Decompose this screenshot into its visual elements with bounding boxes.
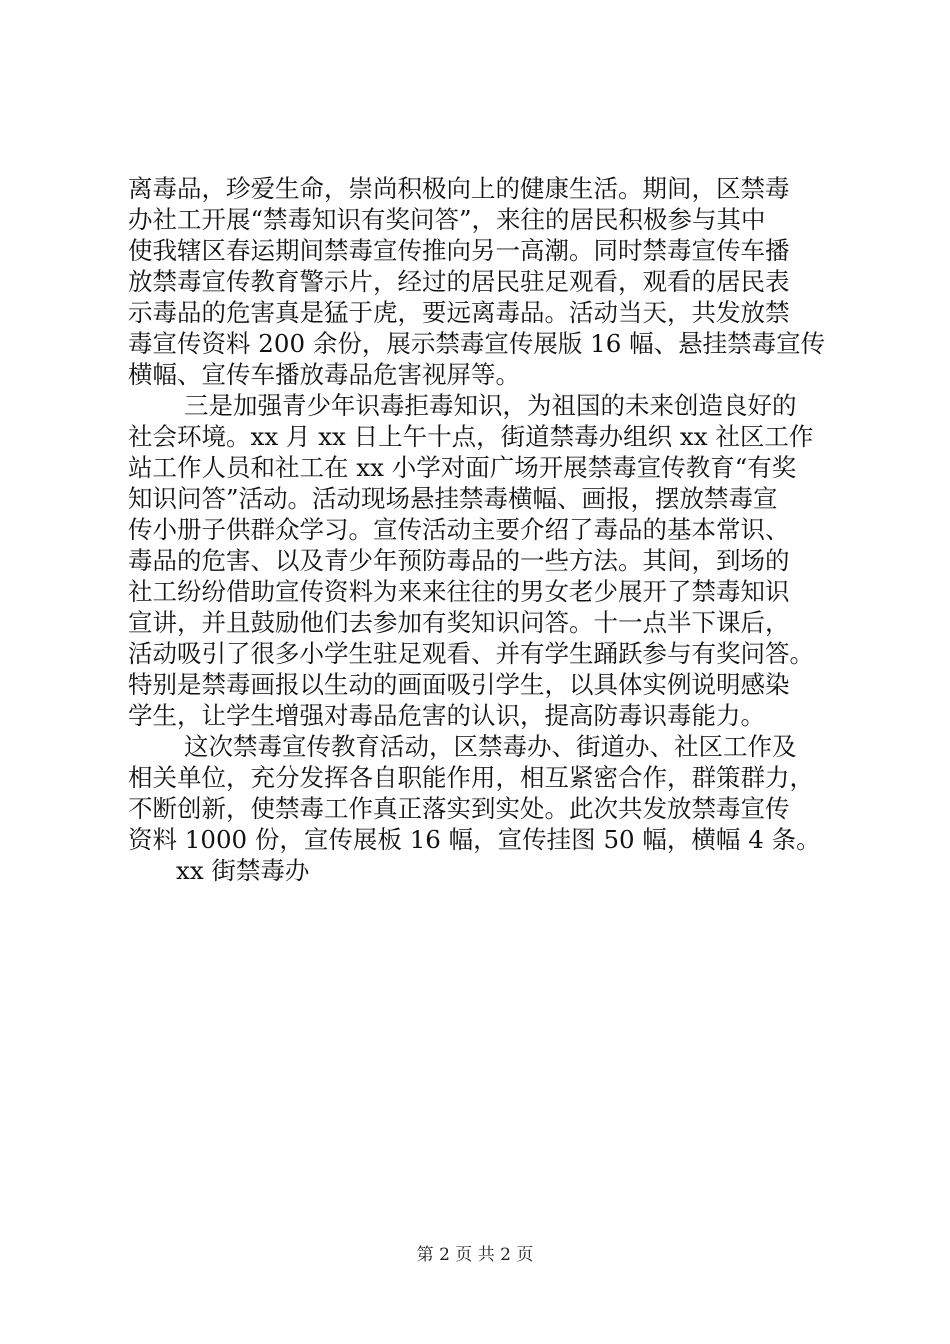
text-line: 宣讲，并且鼓励他们去参加有奖知识问答。十一点半下课后， bbox=[128, 608, 790, 637]
text-line: 使我辖区春运期间禁毒宣传推向另一高潮。同时禁毒宣传车播 bbox=[128, 236, 790, 265]
paragraph-start-line: 这次禁毒宣传教育活动，区禁毒办、街道办、社区工作及 bbox=[184, 732, 797, 761]
text-line: 社会环境。xx 月 xx 日上午十点，街道禁毒办组织 xx 社区工作 bbox=[128, 422, 814, 451]
text-line: 资料 1000 份，宣传展板 16 幅，宣传挂图 50 幅，横幅 4 条。 bbox=[128, 825, 821, 854]
text-line: 毒宣传资料 200 余份，展示禁毒宣传展版 16 幅、悬挂禁毒宣传 bbox=[128, 329, 826, 358]
text-line: 毒品的危害、以及青少年预防毒品的一些方法。其间，到场的 bbox=[128, 546, 790, 575]
paragraph-start-line: 三是加强青少年识毒拒毒知识，为祖国的未来创造良好的 bbox=[184, 391, 797, 420]
text-line: 传小册子供群众学习。宣传活动主要介绍了毒品的基本常识、 bbox=[128, 515, 790, 544]
text-line: 横幅、宣传车播放毒品危害视屏等。 bbox=[128, 360, 520, 389]
text-line: 示毒品的危害真是猛于虎，要远离毒品。活动当天，共发放禁 bbox=[128, 298, 790, 327]
text-line: 放禁毒宣传教育警示片，经过的居民驻足观看，观看的居民表 bbox=[128, 267, 790, 296]
page-footer bbox=[0, 1244, 950, 1266]
text-line: 离毒品，珍爱生命，崇尚积极向上的健康生活。期间，区禁毒 bbox=[128, 174, 790, 203]
text-line: 不断创新，使禁毒工作真正落实到实处。此次共发放禁毒宣传 bbox=[128, 794, 790, 823]
text-line: 活动吸引了很多小学生驻足观看、并有学生踊跃参与有奖问答。 bbox=[128, 639, 814, 668]
text-line: 知识问答”活动。活动现场悬挂禁毒横幅、画报，摆放禁毒宣 bbox=[128, 484, 778, 513]
text-line: 社工纷纷借助宣传资料为来来往往的男女老少展开了禁毒知识 bbox=[128, 577, 790, 606]
page-number-label: 第 2 页 共 2 页 bbox=[416, 1245, 534, 1265]
text-line: 特别是禁毒画报以生动的画面吸引学生，以具体实例说明感染 bbox=[128, 670, 790, 699]
text-line: 相关单位，充分发挥各自职能作用，相互紧密合作，群策群力， bbox=[128, 763, 814, 792]
text-line: 学生，让学生增强对毒品危害的认识，提高防毒识毒能力。 bbox=[128, 701, 765, 730]
document-body bbox=[128, 173, 828, 886]
text-line: 站工作人员和社工在 xx 小学对面广场开展禁毒宣传教育“有奖 bbox=[128, 453, 797, 482]
text-line: 办社工开展“禁毒知识有奖问答”，来往的居民积极参与其中 bbox=[128, 205, 766, 234]
signature-line: xx 街禁毒办 bbox=[176, 856, 310, 885]
